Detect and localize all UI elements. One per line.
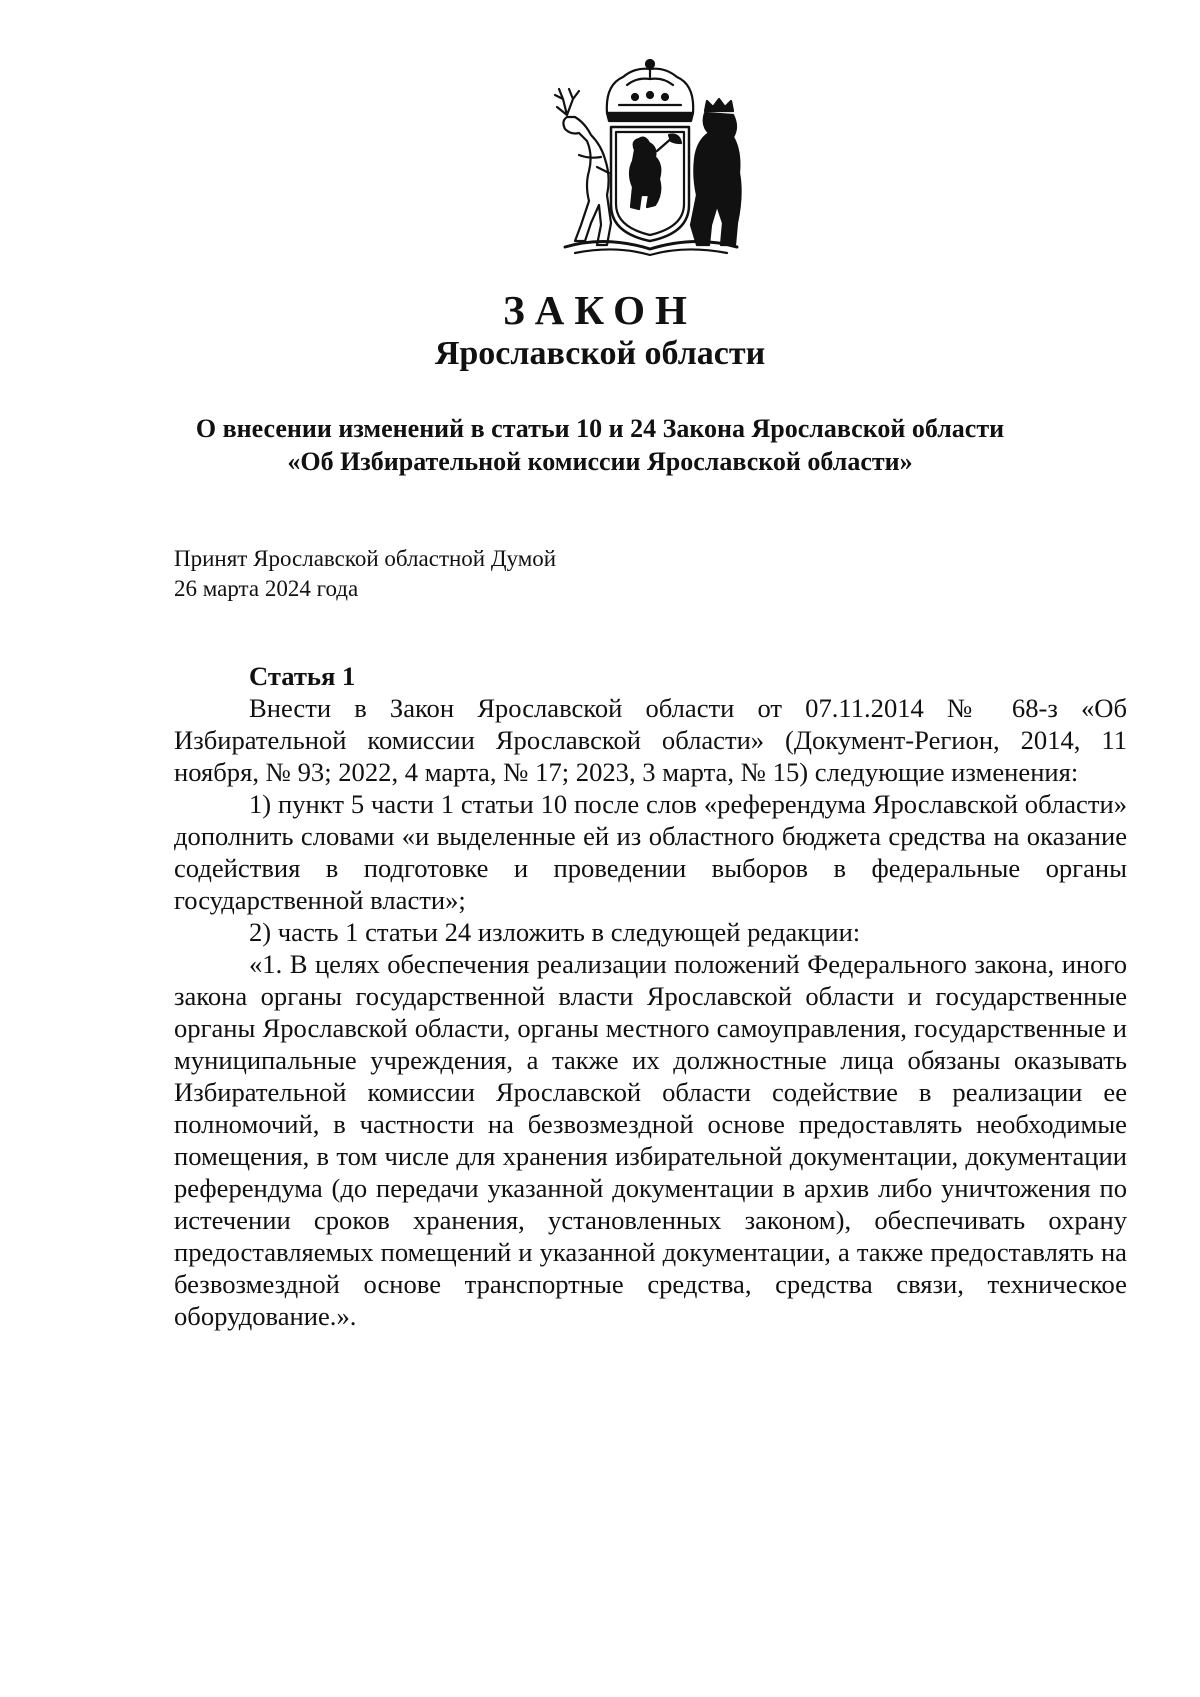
region-heading: Ярославской области <box>434 335 766 372</box>
adoption-info <box>174 544 556 604</box>
subject-line-1: О внесении изменений в статьи 10 и 24 Закона Ярославской области <box>195 414 1005 443</box>
subject-line-2: «Об Избирательной комиссии Ярославской области» <box>287 447 913 476</box>
adoption-date: 26 марта 2024 года <box>174 576 359 601</box>
document-type-heading: ЗАКОН <box>503 287 697 333</box>
adoption-body: Принят Ярославской областной Думой <box>174 546 557 571</box>
article-paragraph: 1) пункт 5 части 1 статьи 10 после слов «референдума Ярославской области» дополнить словами «и выделенные ей из областного бюджета средства на оказание содействия в подготовке и проведении выборов в федеральные органы государственной власти»; <box>174 789 1127 915</box>
article-paragraph: «1. В целях обеспечения реализации положений Федерального закона, иного закона органы государственной власти Ярославской области и государственные органы Ярославской области, органы местного самоуправления, государственные и муниципальные учреждения, а также их должностные лица обязаны оказывать Избирательной комиссии Ярославской области содействие в реализации ее полномочий, в частности на безвозмездной основе предоставлять необходимые помещения, в том числе для хранения избирательной документации, документации референдума (до передачи указанной документации в архив либо уничтожения по истечении сроков хранения, установленных законом), обеспечивать охрану предоставляемых помещений и указанной документации, а также предоставлять на безвозмездной основе транспортные средства, средства связи, техническое оборудование.». <box>174 949 1127 1331</box>
law-subject-title <box>0 412 1200 478</box>
article-paragraph: 2) часть 1 статьи 24 изложить в следующей редакции: <box>249 917 861 947</box>
article-title: Статья 1 <box>249 661 356 691</box>
article-1 <box>174 660 1127 1332</box>
article-paragraph: Внести в Закон Ярославской области от 07.11.2014 № 68-з «Об Избирательной комиссии Ярославской области» (Документ-Регион, 2014, 11 ноября, № 93; 2022, 4 марта, № 17; 2023, 3 марта, № 15) следующие изменения: <box>174 693 1127 787</box>
coat-of-arms-icon <box>545 55 755 260</box>
